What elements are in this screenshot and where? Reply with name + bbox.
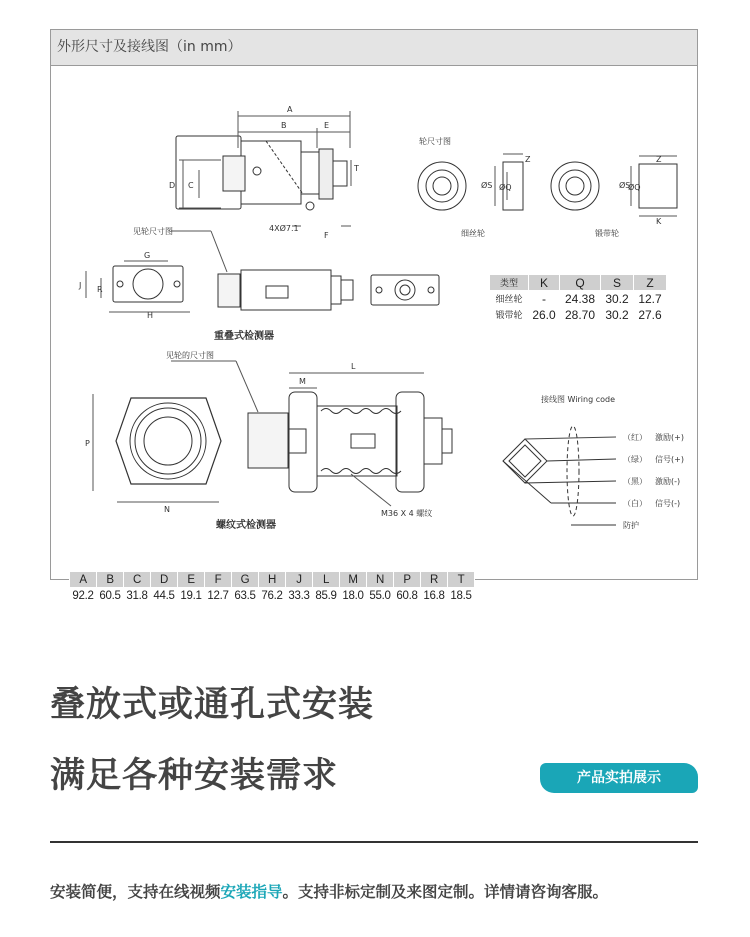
wheel-th: Q bbox=[560, 275, 601, 291]
dim-value-a: 92.2 bbox=[70, 588, 97, 604]
dim-value-g: 63.5 bbox=[232, 588, 259, 604]
wheel-td: 27.6 bbox=[634, 307, 667, 323]
dim-header-l: L bbox=[313, 572, 340, 588]
stacked-title: 重叠式检测器 bbox=[214, 331, 274, 342]
dim-value-p: 60.8 bbox=[394, 588, 421, 604]
dim-h: H bbox=[147, 311, 154, 320]
dim-q1: ØQ bbox=[499, 183, 512, 192]
wheel-table-row bbox=[490, 307, 667, 323]
threaded-side-view bbox=[171, 361, 452, 506]
wheel-td: - bbox=[529, 291, 560, 307]
dim-m: M bbox=[299, 377, 306, 386]
dim-header-t: T bbox=[448, 572, 475, 588]
see-wheel2-label: 见轮的尺寸图 bbox=[166, 351, 214, 360]
wheel-td: 30.2 bbox=[601, 291, 634, 307]
dim-header-c: C bbox=[124, 572, 151, 588]
stacked-middle-view bbox=[171, 231, 353, 310]
dim-n: N bbox=[164, 505, 170, 514]
install-guide-link[interactable]: 安装指导 bbox=[220, 883, 283, 901]
stacked-side-view bbox=[176, 136, 347, 210]
wheel-table bbox=[489, 274, 667, 323]
dim-header-a: A bbox=[70, 572, 97, 588]
dim-header-m: M bbox=[340, 572, 367, 588]
dim-s2: ØS bbox=[619, 181, 631, 190]
holes-label: 4XØ7.1 bbox=[269, 224, 299, 233]
dim-q2: ØQ bbox=[628, 183, 641, 192]
dim-header-j: J bbox=[286, 572, 313, 588]
fine-wheel-label: 细丝轮 bbox=[461, 229, 485, 238]
forged-wheel-label: 锻带轮 bbox=[595, 229, 619, 238]
wheel-th: 类型 bbox=[490, 275, 529, 291]
dim-value-f: 12.7 bbox=[205, 588, 232, 604]
dim-e: E bbox=[324, 121, 330, 130]
note-text-before: 安装简便，支持在线视频 bbox=[50, 883, 221, 901]
wheel-table-header bbox=[490, 275, 667, 291]
dimension-table-header bbox=[70, 572, 475, 588]
wheel-td: 30.2 bbox=[601, 307, 634, 323]
dim-header-h: H bbox=[259, 572, 286, 588]
product-photo-badge[interactable]: 产品实拍展示 bbox=[540, 763, 698, 793]
dim-header-r: R bbox=[421, 572, 448, 588]
dim-b: B bbox=[281, 121, 287, 130]
wheel-table-row bbox=[490, 291, 667, 307]
fine-wheel-side bbox=[495, 154, 523, 210]
wire-color-0: （红） bbox=[623, 433, 647, 442]
wiring-label: 接线图 Wiring code bbox=[541, 395, 615, 404]
dim-value-d: 44.5 bbox=[151, 588, 178, 604]
dim-value-n: 55.0 bbox=[367, 588, 394, 604]
wheel-th: S bbox=[601, 275, 634, 291]
dim-value-l: 85.9 bbox=[313, 588, 340, 604]
dim-t: T bbox=[354, 164, 359, 173]
dim-header-e: E bbox=[178, 572, 205, 588]
dim-value-j: 33.3 bbox=[286, 588, 313, 604]
wire-color-3: （白） bbox=[623, 499, 647, 508]
dim-header-f: F bbox=[205, 572, 232, 588]
dim-header-g: G bbox=[232, 572, 259, 588]
dim-f: F bbox=[324, 231, 329, 240]
dim-j: J bbox=[79, 281, 82, 290]
headline-line2: 满足各种安装需求 bbox=[50, 756, 339, 796]
dim-header-b: B bbox=[97, 572, 124, 588]
wheel-th: Z bbox=[634, 275, 667, 291]
dim-value-h: 76.2 bbox=[259, 588, 286, 604]
wire-color-1: （绿） bbox=[623, 455, 647, 464]
wheel-td: 锻带轮 bbox=[490, 307, 529, 323]
dim-value-c: 31.8 bbox=[124, 588, 151, 604]
wheel-td: 26.0 bbox=[529, 307, 560, 323]
dim-a: A bbox=[287, 105, 293, 114]
dim-value-b: 60.5 bbox=[97, 588, 124, 604]
note-text-after: 。支持非标定制及来图定制。详情请咨询客服。 bbox=[282, 883, 609, 901]
threaded-title: 螺纹式检测器 bbox=[216, 520, 276, 531]
dim-z2: Z bbox=[656, 155, 662, 164]
dim-header-n: N bbox=[367, 572, 394, 588]
dim-g: G bbox=[144, 251, 151, 260]
install-note bbox=[50, 880, 608, 902]
see-wheel-label: 见轮尺寸图 bbox=[133, 227, 173, 236]
wire-signal-0: 激励(+) bbox=[655, 433, 684, 442]
connector-view bbox=[371, 275, 439, 305]
dim-c: C bbox=[188, 181, 194, 190]
dim-value-t: 18.5 bbox=[448, 588, 475, 604]
dimension-table bbox=[69, 571, 475, 604]
wire-color-2: （黑） bbox=[623, 477, 647, 486]
technical-drawing bbox=[51, 66, 697, 602]
wheel-td: 28.70 bbox=[560, 307, 601, 323]
wheel-td: 24.38 bbox=[560, 291, 601, 307]
wire-signal-2: 激励(-) bbox=[655, 477, 681, 486]
dim-header-p: P bbox=[394, 572, 421, 588]
dim-p: P bbox=[85, 439, 90, 448]
wire-signal-1: 信号(+) bbox=[655, 455, 684, 464]
dim-value-e: 19.1 bbox=[178, 588, 205, 604]
forged-wheel-front bbox=[551, 162, 599, 210]
hex-nut-view bbox=[93, 394, 221, 502]
dim-l: L bbox=[351, 362, 356, 371]
dimension-table-values bbox=[70, 588, 475, 604]
wheel-td: 12.7 bbox=[634, 291, 667, 307]
dim-r: R bbox=[97, 285, 103, 294]
drawing-panel bbox=[50, 29, 698, 602]
wheel-size-label: 轮尺寸图 bbox=[419, 137, 451, 146]
thread-label: M36 X 4 螺纹 bbox=[381, 509, 433, 518]
fine-wheel-front bbox=[418, 162, 466, 210]
dim-k: K bbox=[656, 217, 662, 226]
wire-signal-4: 防护 bbox=[623, 521, 639, 530]
dim-d: D bbox=[169, 181, 176, 190]
dim-value-r: 16.8 bbox=[421, 588, 448, 604]
divider bbox=[50, 841, 698, 843]
panel-title: 外形尺寸及接线图（in mm） bbox=[51, 30, 697, 66]
dim-s1: ØS bbox=[481, 181, 493, 190]
wire-signal-3: 信号(-) bbox=[655, 499, 681, 508]
dim-value-m: 18.0 bbox=[340, 588, 367, 604]
dim-header-d: D bbox=[151, 572, 178, 588]
headline-line1: 叠放式或通孔式安装 bbox=[50, 685, 375, 725]
wheel-td: 细丝轮 bbox=[490, 291, 529, 307]
dim-z1: Z bbox=[525, 155, 531, 164]
wheel-th: K bbox=[529, 275, 560, 291]
wiring-diagram bbox=[503, 426, 616, 525]
